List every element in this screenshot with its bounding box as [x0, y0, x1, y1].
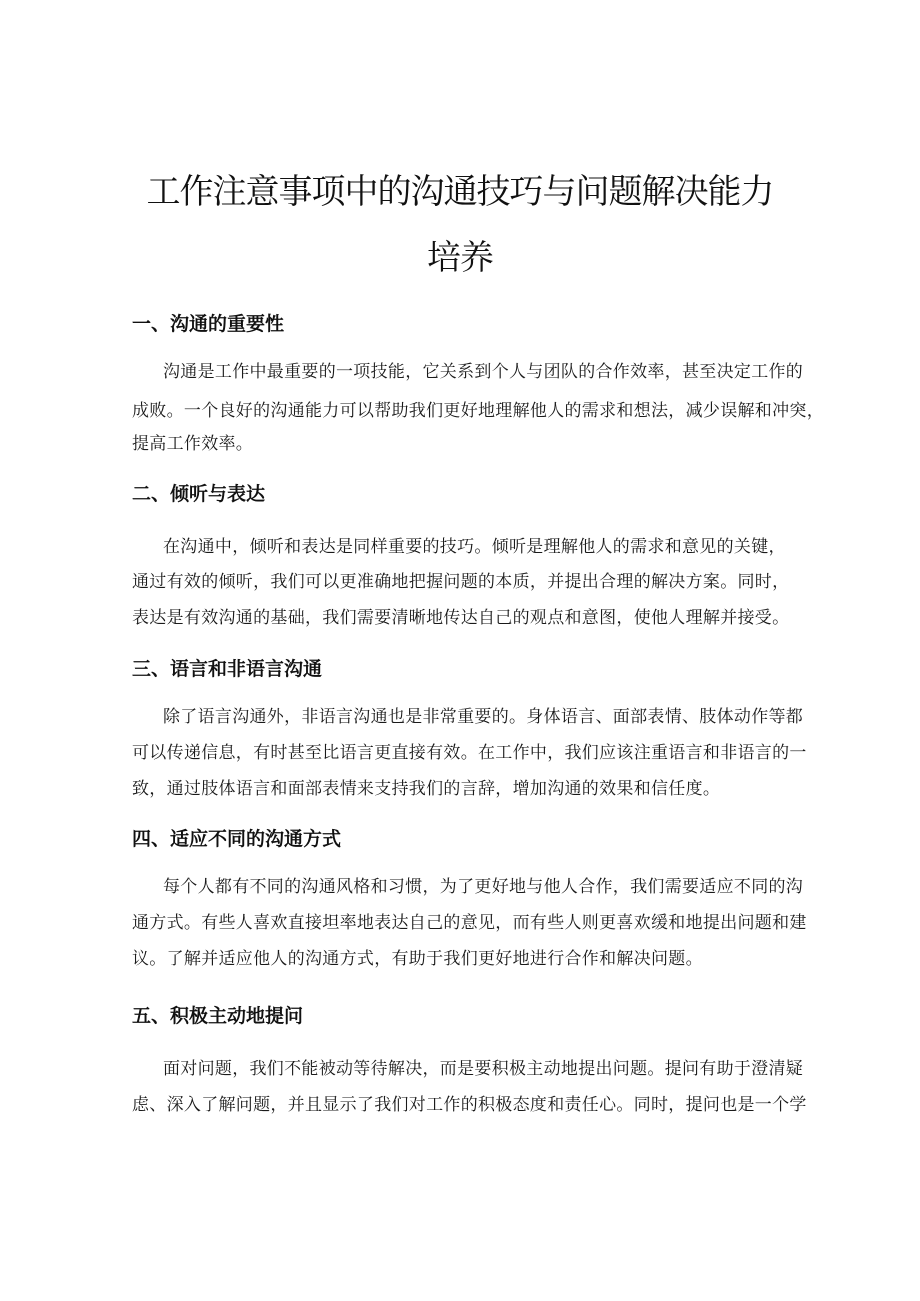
- paragraph-line: 面对问题，我们不能被动等待解决，而是要积极主动地提出问题。提问有助于澄清疑: [163, 1059, 804, 1079]
- paragraph-line: 除了语言沟通外，非语言沟通也是非常重要的。身体语言、面部表情、肢体动作等都: [163, 707, 804, 727]
- paragraph-line: 致，通过肢体语言和面部表情来支持我们的言辞，增加沟通的效果和信任度。: [132, 779, 721, 799]
- section-heading-nonverbal: 三、语言和非语言沟通: [132, 658, 323, 680]
- section-heading-adapt: 四、适应不同的沟通方式: [132, 828, 342, 850]
- section-heading-importance: 一、沟通的重要性: [132, 313, 285, 335]
- paragraph-line: 通过有效的倾听，我们可以更准确地把握问题的本质，并提出合理的解决方案。同时，: [132, 572, 790, 592]
- paragraph-line: 每个人都有不同的沟通风格和习惯，为了更好地与他人合作，我们需要适应不同的沟: [163, 877, 804, 897]
- paragraph-line: 提高工作效率。: [132, 434, 254, 454]
- section-heading-questions: 五、积极主动地提问: [132, 1005, 304, 1027]
- paragraph-line: 可以传递信息，有时甚至比语言更直接有效。在工作中，我们应该注重语言和非语言的一: [132, 743, 807, 763]
- paragraph-line: 在沟通中，倾听和表达是同样重要的技巧。倾听是理解他人的需求和意见的关键，: [163, 537, 786, 557]
- paragraph-line: 沟通是工作中最重要的一项技能，它关系到个人与团队的合作效率，甚至决定工作的: [163, 362, 804, 382]
- paragraph-line: 议。了解并适应他人的沟通方式，有助于我们更好地进行合作和解决问题。: [132, 949, 703, 969]
- document-title-line-2: 培养: [427, 238, 493, 278]
- paragraph-line: 成败。一个良好的沟通能力可以帮助我们更好地理解他人的需求和想法，减少误解和冲突，: [132, 401, 824, 421]
- section-heading-listening: 二、倾听与表达: [132, 483, 266, 505]
- paragraph-line: 表达是有效沟通的基础，我们需要清晰地传达自己的观点和意图，使他人理解并接受。: [132, 608, 790, 628]
- paragraph-line: 通方式。有些人喜欢直接坦率地表达自己的意见，而有些人则更喜欢缓和地提出问题和建: [132, 913, 807, 933]
- paragraph-line: 虑、深入了解问题，并且显示了我们对工作的积极态度和责任心。同时，提问也是一个学: [132, 1095, 807, 1115]
- document-title-line-1: 工作注意事项中的沟通技巧与问题解决能力: [146, 172, 774, 212]
